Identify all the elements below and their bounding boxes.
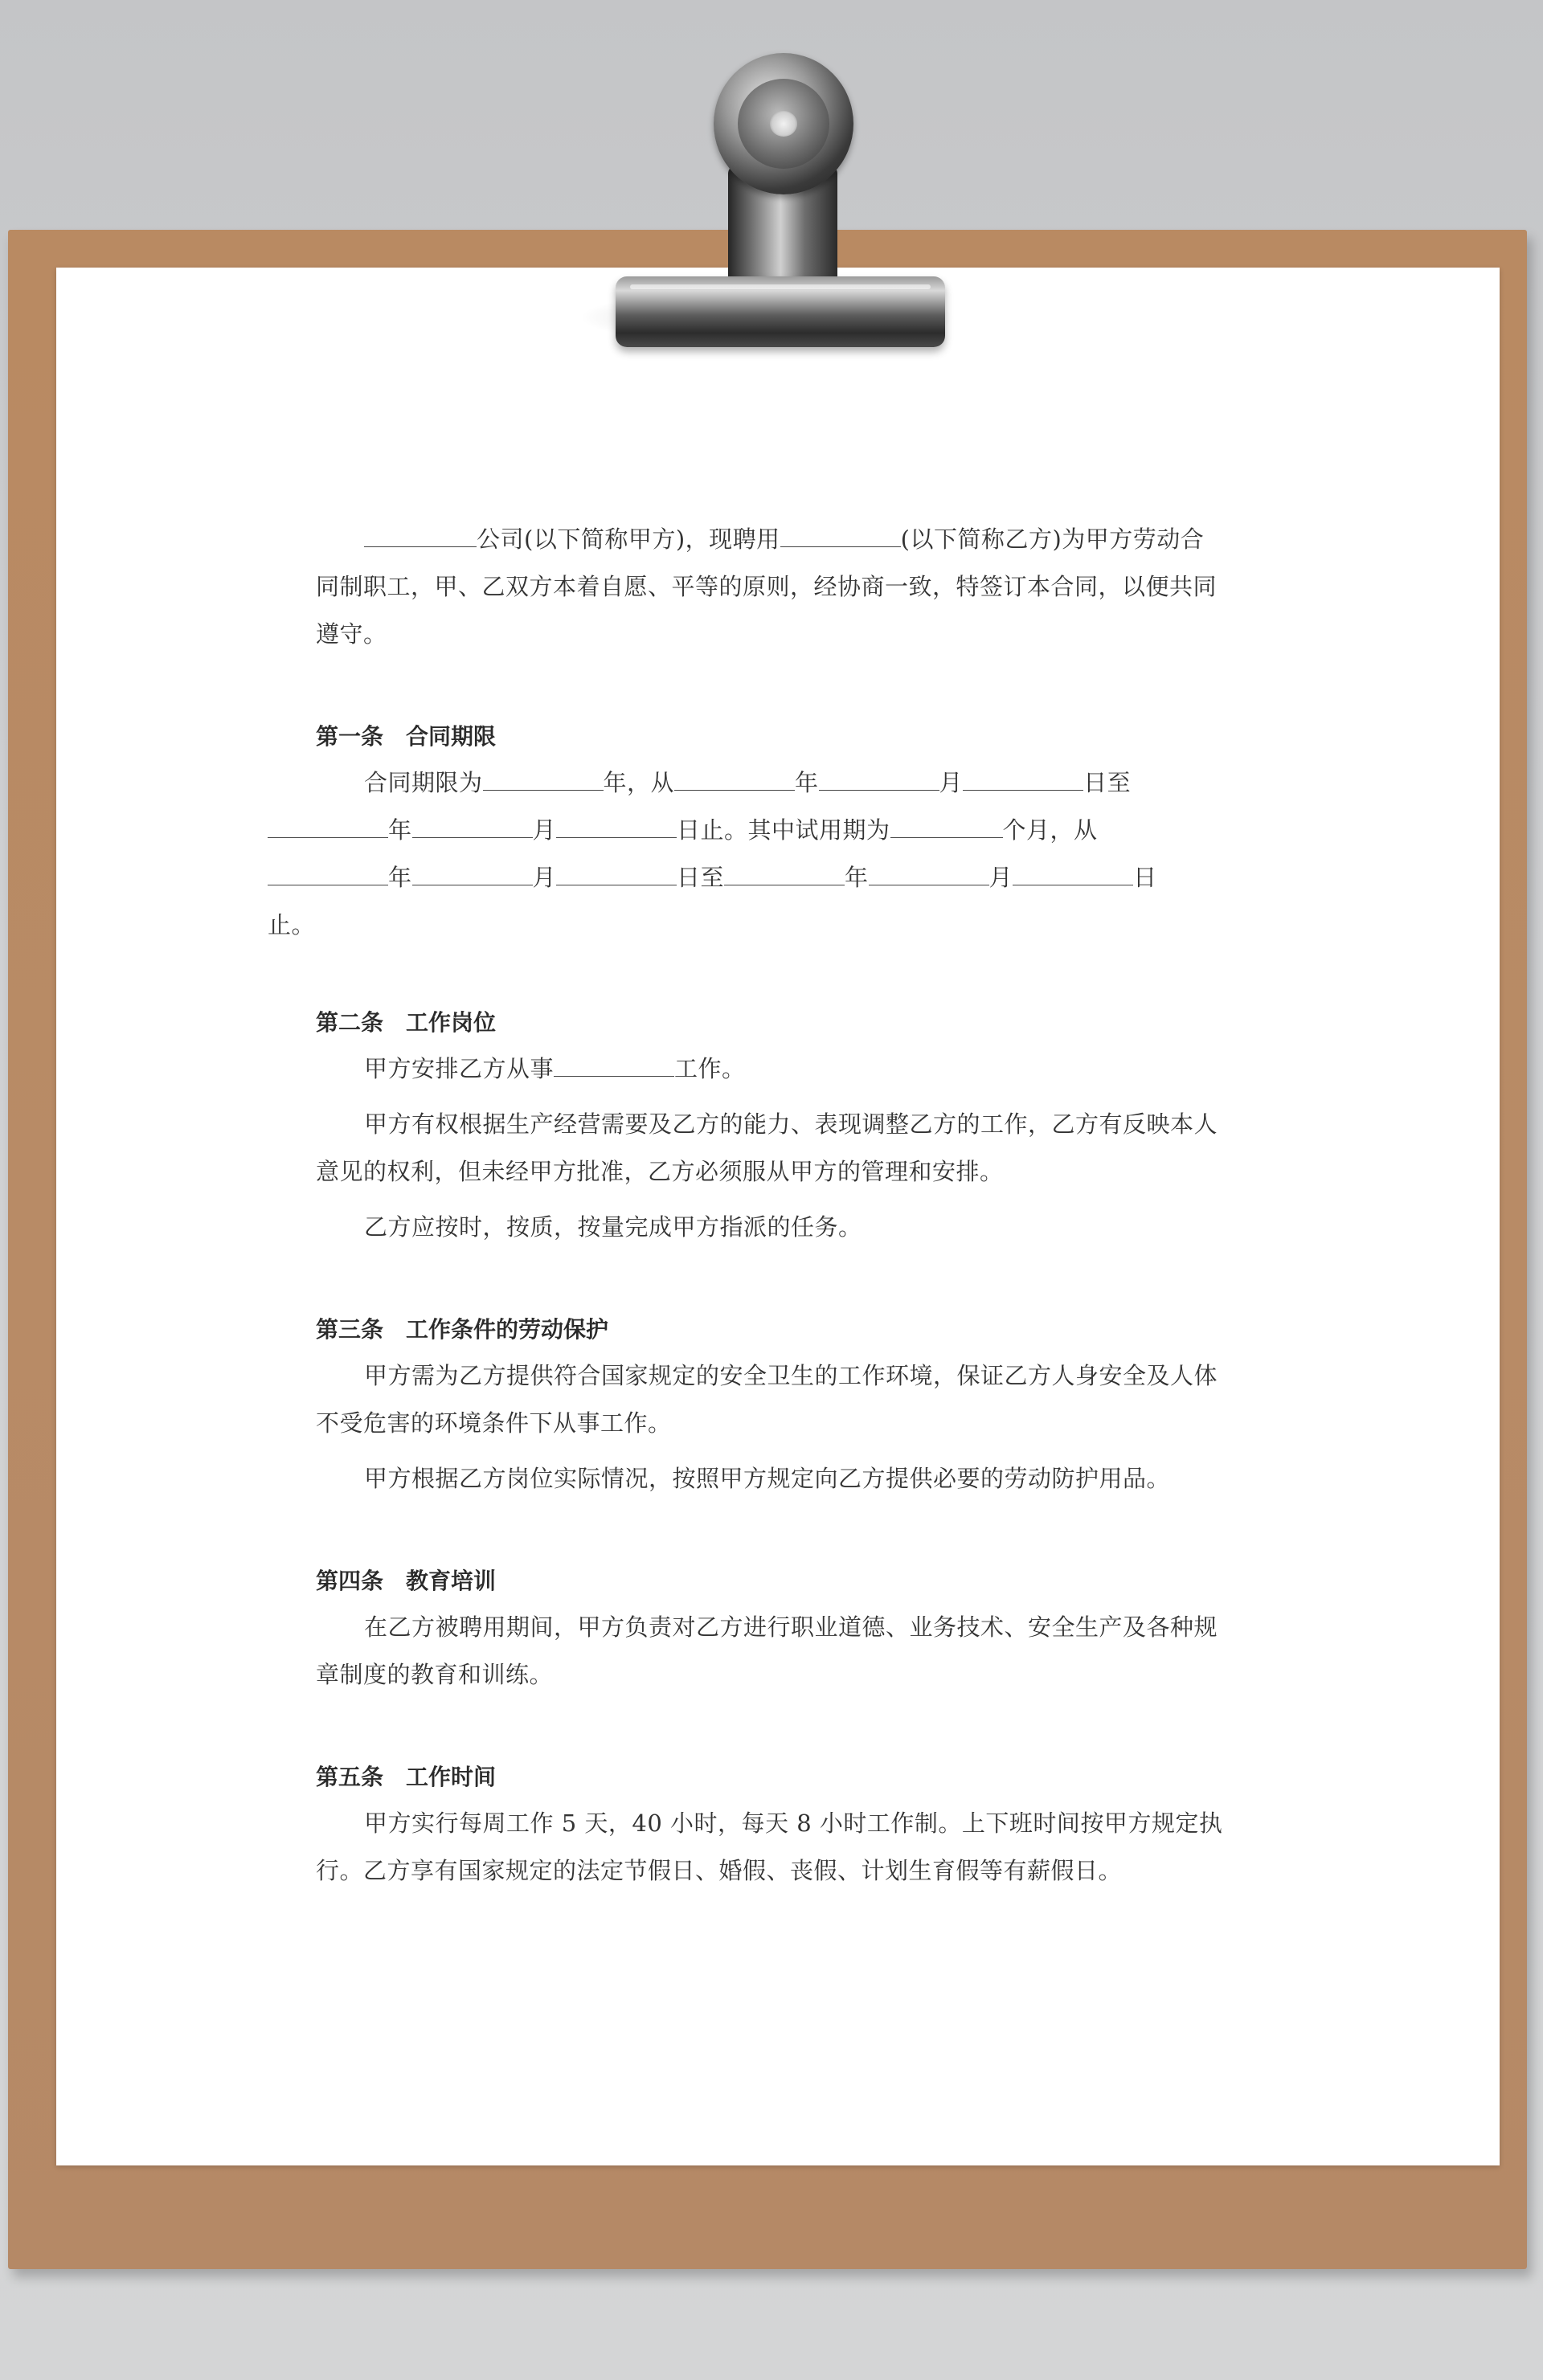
a1-text: 年，从 bbox=[603, 769, 675, 796]
a1-text: 月 bbox=[532, 864, 557, 891]
article-3-title: 工作条件的劳动保护 bbox=[406, 1316, 609, 1343]
end-year-blank bbox=[268, 813, 388, 838]
term-years-blank bbox=[483, 766, 604, 791]
article-1-number: 第一条 bbox=[316, 723, 384, 750]
a2-text: 工作。 bbox=[674, 1055, 746, 1082]
article-5-paragraph-1: 甲方实行每周工作 5 天，40 小时，每天 8 小时工作制。上下班时间按甲方规定执行。乙方享有国家规定的法定节假日、婚假、丧假、计划生育假等有薪假日。 bbox=[316, 1810, 1223, 1884]
article-3-paragraph-1: 甲方需为乙方提供符合国家规定的安全卫生的工作环境，保证乙方人身安全及人体不受危害的环境条件下从事工作。 bbox=[316, 1362, 1218, 1437]
intro-paragraph bbox=[316, 516, 1224, 658]
a1-text: 月 bbox=[988, 864, 1013, 891]
a1-text: 月 bbox=[532, 816, 557, 844]
article-3-number: 第三条 bbox=[316, 1316, 384, 1343]
article-5-number: 第五条 bbox=[316, 1764, 384, 1790]
end-month-blank bbox=[412, 813, 533, 838]
probation-end-month-blank bbox=[869, 861, 989, 885]
end-day-blank bbox=[556, 813, 677, 838]
article-4-paragraph-1: 在乙方被聘用期间，甲方负责对乙方进行职业道德、业务技术、安全生产及各种规章制度的教育和训练。 bbox=[316, 1613, 1218, 1688]
a1-text: 个月，从 bbox=[1002, 816, 1098, 844]
article-3-heading bbox=[316, 1314, 1224, 1346]
start-year-blank bbox=[674, 766, 795, 791]
article-2-title: 工作岗位 bbox=[406, 1009, 497, 1036]
clip-ring-inner bbox=[738, 79, 829, 169]
article-3-paragraph-2: 甲方根据乙方岗位实际情况，按照甲方规定向乙方提供必要的劳动防护用品。 bbox=[364, 1465, 1171, 1492]
article-1-title: 合同期限 bbox=[406, 723, 497, 750]
article-4-number: 第四条 bbox=[316, 1568, 384, 1594]
a1-text: 合同期限为 bbox=[364, 769, 483, 796]
article-2-paragraph-1 bbox=[316, 1045, 1224, 1093]
a1-text: 年 bbox=[388, 816, 412, 844]
article-5-heading bbox=[316, 1761, 1224, 1793]
a1-text: 年 bbox=[795, 769, 819, 796]
article-2-heading bbox=[316, 1007, 1224, 1039]
article-5-title: 工作时间 bbox=[406, 1764, 497, 1790]
start-day-blank bbox=[963, 766, 1083, 791]
article-2-paragraph-2: 甲方有权根据生产经营需要及乙方的能力、表现调整乙方的工作，乙方有反映本人意见的权利，但未经甲方批准，乙方必须服从甲方的管理和安排。 bbox=[316, 1110, 1218, 1185]
clip-hole bbox=[770, 111, 797, 137]
contract-body bbox=[268, 516, 1224, 1895]
start-month-blank bbox=[819, 766, 939, 791]
binder-clip-ring bbox=[714, 53, 853, 194]
employee-name-blank bbox=[780, 522, 901, 547]
a1-text: 月 bbox=[939, 769, 964, 796]
article-1-paragraph bbox=[268, 759, 1224, 949]
a1-text: 年 bbox=[388, 864, 412, 891]
job-title-blank bbox=[554, 1052, 674, 1077]
a1-text: 日 bbox=[1133, 864, 1157, 891]
a1-text: 日至 bbox=[677, 864, 725, 891]
a2-text: 甲方安排乙方从事 bbox=[364, 1055, 555, 1082]
article-4-title: 教育培训 bbox=[406, 1568, 497, 1594]
a1-text: 日至 bbox=[1083, 769, 1132, 796]
probation-start-day-blank bbox=[556, 861, 677, 885]
probation-start-month-blank bbox=[412, 861, 533, 885]
clip-base-highlight bbox=[630, 284, 931, 289]
intro-text-2: (以下简称乙方)为甲方劳动合同制职工，甲、乙双方本着自愿、平等的原则，经协商一致，特签订本合同，以便共同遵守。 bbox=[316, 525, 1218, 648]
a1-text: 日止。其中试用期为 bbox=[677, 816, 890, 844]
article-2-number: 第二条 bbox=[316, 1009, 384, 1036]
a1-text: 止。 bbox=[268, 911, 316, 939]
article-2-paragraph-3: 乙方应按时，按质，按量完成甲方指派的任务。 bbox=[364, 1213, 862, 1241]
company-name-blank bbox=[364, 522, 477, 547]
binder-clip-base bbox=[616, 276, 945, 347]
probation-end-year-blank bbox=[724, 861, 845, 885]
probation-start-year-blank bbox=[268, 861, 388, 885]
article-4-heading bbox=[316, 1565, 1224, 1597]
intro-text-1: 公司(以下简称甲方)，现聘用 bbox=[477, 525, 780, 553]
a1-text: 年 bbox=[845, 864, 869, 891]
probation-end-day-blank bbox=[1013, 861, 1133, 885]
probation-months-blank bbox=[890, 813, 1003, 838]
article-1-heading bbox=[316, 721, 1224, 753]
